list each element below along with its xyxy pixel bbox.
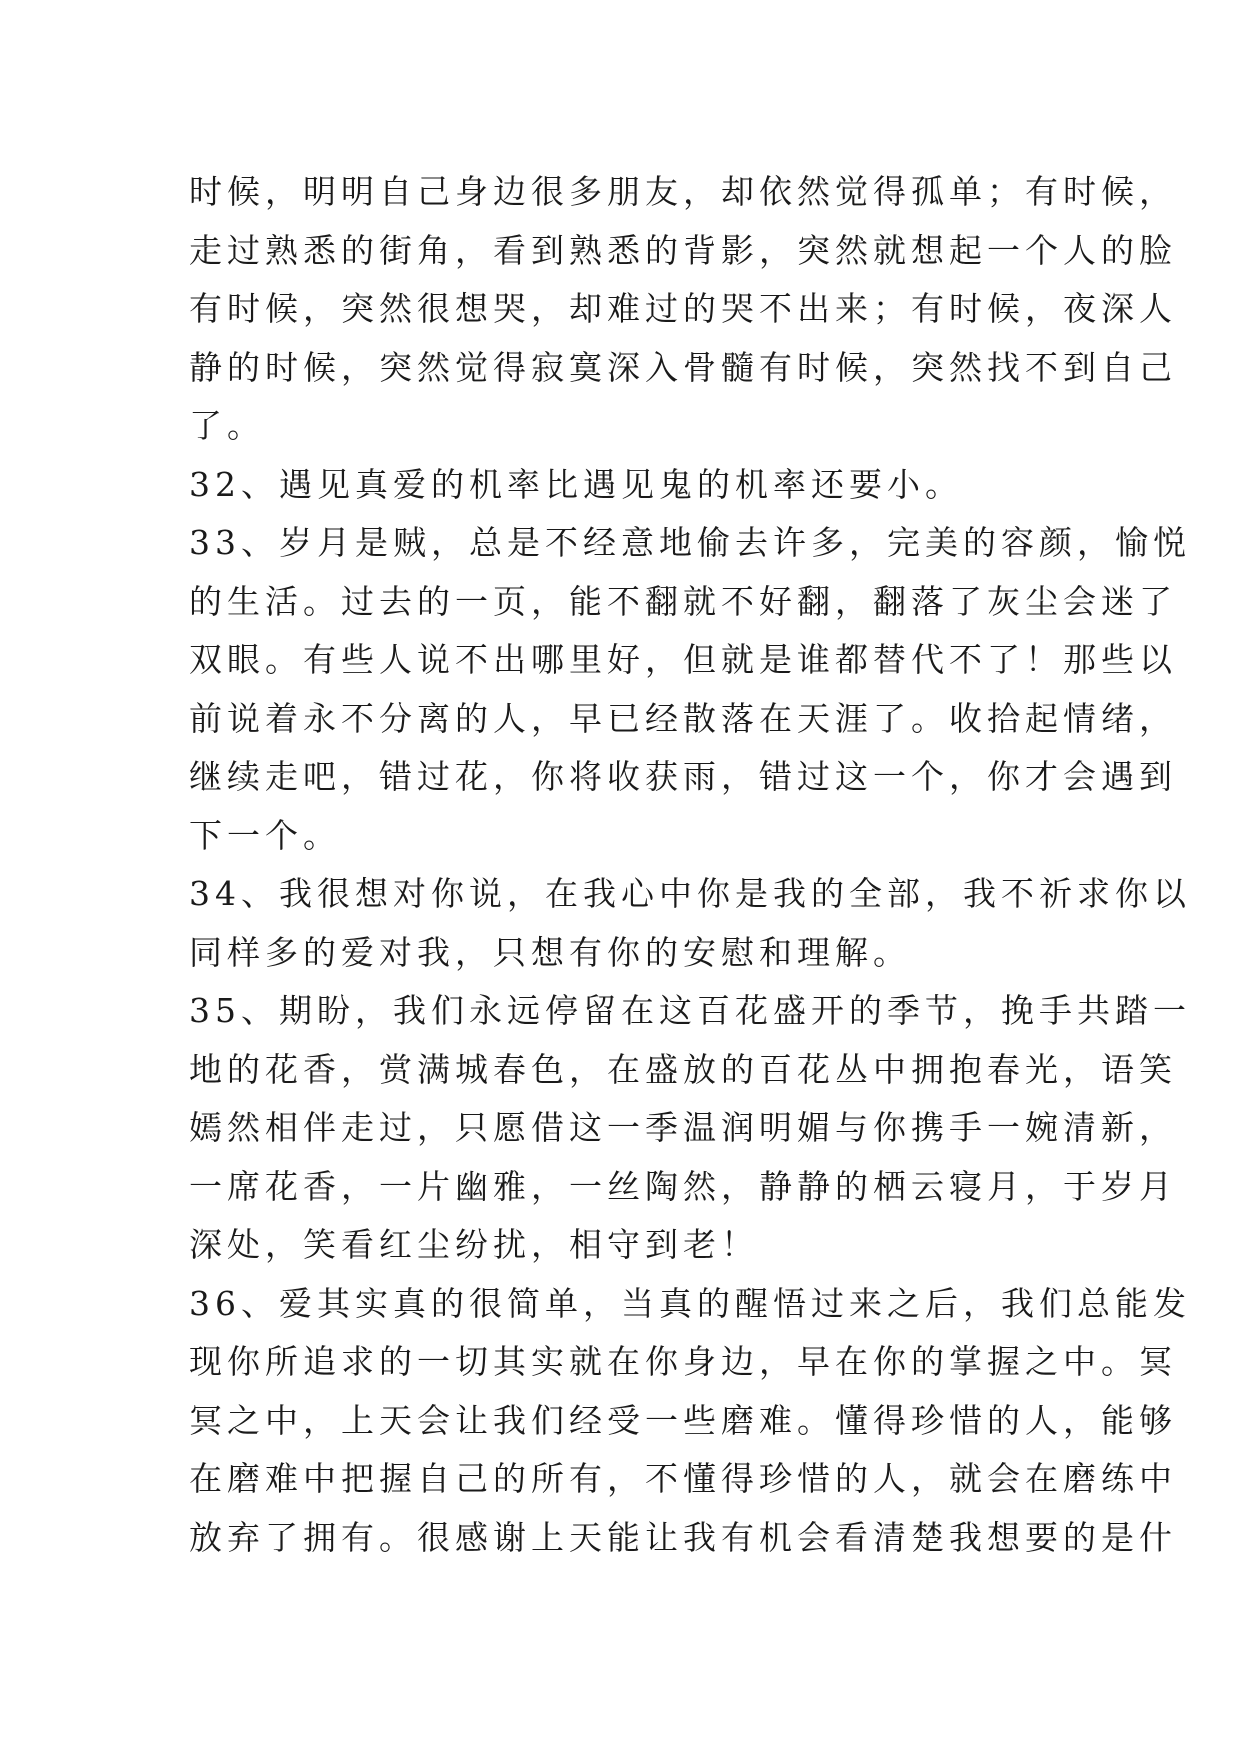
text-line: 35、期盼，我们永远停留在这百花盛开的季节，挽手共踏一 [189,991,1191,1030]
text-line: 深处，笑看红尘纷扰，相守到老！ [189,1225,759,1264]
text-line: 走过熟悉的街角，看到熟悉的背影，突然就想起一个人的脸 [189,230,1177,270]
text-line: 36、爱其实真的很简单，当真的醒悟过来之后，我们总能发 [189,1283,1191,1323]
text-line: 继续走吧，错过花，你将收获雨，错过这一个，你才会遇到 [189,757,1177,796]
text-line: 33、岁月是贼，总是不经意地偷去许多，完美的容颜，愉悦 [189,523,1191,562]
text-line: 的生活。过去的一页，能不翻就不好翻，翻落了灰尘会迷了 [189,581,1177,621]
text-line: 冥之中，上天会让我们经受一些磨难。懂得珍惜的人，能够 [189,1400,1177,1440]
text-line: 前说着永不分离的人，早已经散落在天涯了。收拾起情绪， [189,698,1177,738]
text-line: 双眼。有些人说不出哪里好，但就是谁都替代不了！那些以 [189,640,1177,679]
text-line: 静的时候，突然觉得寂寞深入骨髓有时候，突然找不到自己 [189,347,1177,387]
text-line: 了。 [189,406,265,445]
text-line: 放弃了拥有。很感谢上天能让我有机会看清楚我想要的是什 [189,1517,1177,1557]
text-line: 时候，明明自己身边很多朋友，却依然觉得孤单；有时候， [189,172,1177,211]
body-text [189,163,1191,1567]
text-line: 在磨难中把握自己的所有，不懂得珍惜的人，就会在磨练中 [189,1459,1177,1498]
text-line: 现你所追求的一切其实就在你身边，早在你的掌握之中。冥 [189,1342,1177,1381]
text-line: 34、我很想对你说，在我心中你是我的全部，我不祈求你以 [189,874,1191,913]
text-line: 同样多的爱对我，只想有你的安慰和理解。 [189,932,911,972]
text-line: 有时候，突然很想哭，却难过的哭不出来；有时候，夜深人 [189,289,1177,328]
text-line: 下一个。 [189,815,341,855]
text-line: 嫣然相伴走过，只愿借这一季温润明媚与你携手一婉清新， [189,1108,1177,1147]
text-line: 一席花香，一片幽雅，一丝陶然，静静的栖云寝月，于岁月 [189,1166,1177,1206]
text-line: 地的花香，赏满城春色，在盛放的百花丛中拥抱春光，语笑 [189,1049,1177,1089]
text-line: 32、遇见真爱的机率比遇见鬼的机率还要小。 [189,464,963,504]
